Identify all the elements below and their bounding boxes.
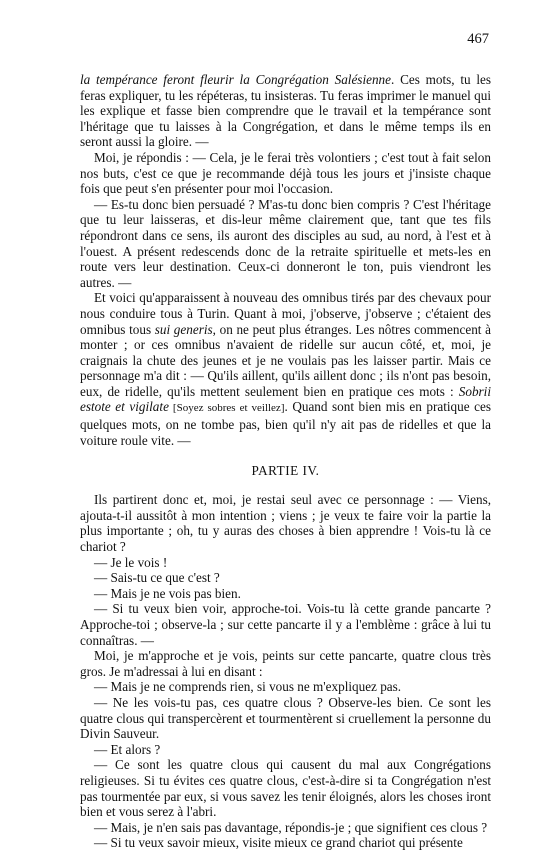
paragraph-4-italic: sui generis [154,321,213,337]
paragraph-4-text-b: , on ne peut plus étranges. Les nôtres commencent à monter ; or ces omnibus n'avaient de ridelle sur aucun côté, et, moi, je craignais la chute des jeunes et je ne voulais pas les laisser partir. Mais ce personnage m'a dit : — Qu'ils aillent, qu'ils aillent donc ; ils n'ont pas besoin, eux, de ridelle, qu'ils mettent seulement bien en pratique ces mots : [80,321,491,399]
paragraph-9: — Si tu veux bien voir, approche-toi. Vois-tu là cette grande pancarte ? Approche-toi ; observe-la ; sur cette pancarte il y a l'emblème : grâce à lui tu connaîtras. — [80,601,491,648]
paragraph-6: — Je le vois ! [94,554,168,570]
paragraph-1-italic: la tempérance feront fleurir la Congrégation Salésienne [80,72,391,87]
paragraph-4-latin: Sobrii estote et vigilate [80,383,491,415]
paragraph-1 [80,72,491,150]
paragraph-11: — Mais je ne comprends rien, si vous ne m'expliquez pas. [94,679,402,695]
paragraph-12: — Ne les vois-tu pas, ces quatre clous ? Observe-les bien. Ce sont les quatre clous qui transpercèrent et tourmentèrent si cruellement la personne du Divin Sauveur. [80,694,491,742]
paragraph-2: Moi, je répondis : — Cela, je le ferai très volontiers ; c'est tout à fait selon nos buts, c'est ce que je recommande déjà tous les jours et j'insiste chaque fois que peut s'en présenter pour moi l'occasion. [80,149,491,197]
paragraph-8: — Mais je ne vois pas bien. [94,585,241,601]
paragraph-10: Moi, je m'approche et je vois, peints sur cette pancarte, quatre clous très gros. Je m'adressai à lui en disant : [80,648,491,679]
paragraph-13: — Et alors ? [94,741,161,757]
paragraph-16: — Si tu veux savoir mieux, visite mieux ce grand chariot qui présente [94,835,463,851]
paragraph-14: — Ce sont les quatre clous qui causent du mal aux Congrégations religieuses. Si tu évites ces quatre clous, c'est-à-dire si ta Congrégation n'est pas tourmentée par eux, si vous savez les tenir éloignés, alors les choses iront bien et vous serez à l'abri. [80,757,491,820]
paragraph-1-text: . Ces mots, tu les feras expliquer, tu les répéteras, tu insisteras. Tu feras imprimer le manuel qui les explique et fasse bien comprendre que le travail et la tempérance sont l'héritage que tu laisses à la Congrégation, et dans le même temps ils en seront aussi la gloire. — [80,72,491,150]
paragraph-4-text-c: . Quand sont bien mis en pratique ces quelques mots, on ne tombe pas, bien qu'il n'y ait pas de ridelles et que la voiture roule vite. — [80,399,491,448]
paragraph-15: — Mais, je n'en sais pas davantage, répondis-je ; que signifient ces clous ? [94,819,488,835]
section-title: PARTIE IV. [251,463,320,479]
paragraph-7: — Sais-tu ce que c'est ? [94,570,220,586]
paragraph-4 [80,290,491,448]
paragraph-3: — Es-tu donc bien persuadé ? M'as-tu donc bien compris ? C'est l'héritage que tu leur laisseras, et dis-leur même clairement que, tant que tes fils répondront dans ce sens, ils auront des disciples au sud, au nord, à l'est et à l'ouest. A présent redescends donc de la retraite spirituelle et mets-les en route vers leur destination. Ceux-ci donneront le ton, puis viendront les autres. — [80,196,491,290]
page-number: 467 [467,31,489,47]
paragraph-4-translation: [Soyez sobres et veillez] [168,402,285,415]
paragraph-4-text-a: Et voici qu'apparaissent à nouveau des omnibus tirés par des chevaux pour nous conduire tous à Turin. Quant à moi, j'observe, j'observe ; c'étaient des omnibus tous [80,290,491,337]
paragraph-5: Ils partirent donc et, moi, je restai seul avec ce personnage : — Viens, ajouta-t-il aussitôt à mon intention ; viens ; je veux te faire voir la partie la plus importante ; oh, tu y auras des choses à bien apprendre ! Vois-tu là ce chariot ? [80,492,491,555]
